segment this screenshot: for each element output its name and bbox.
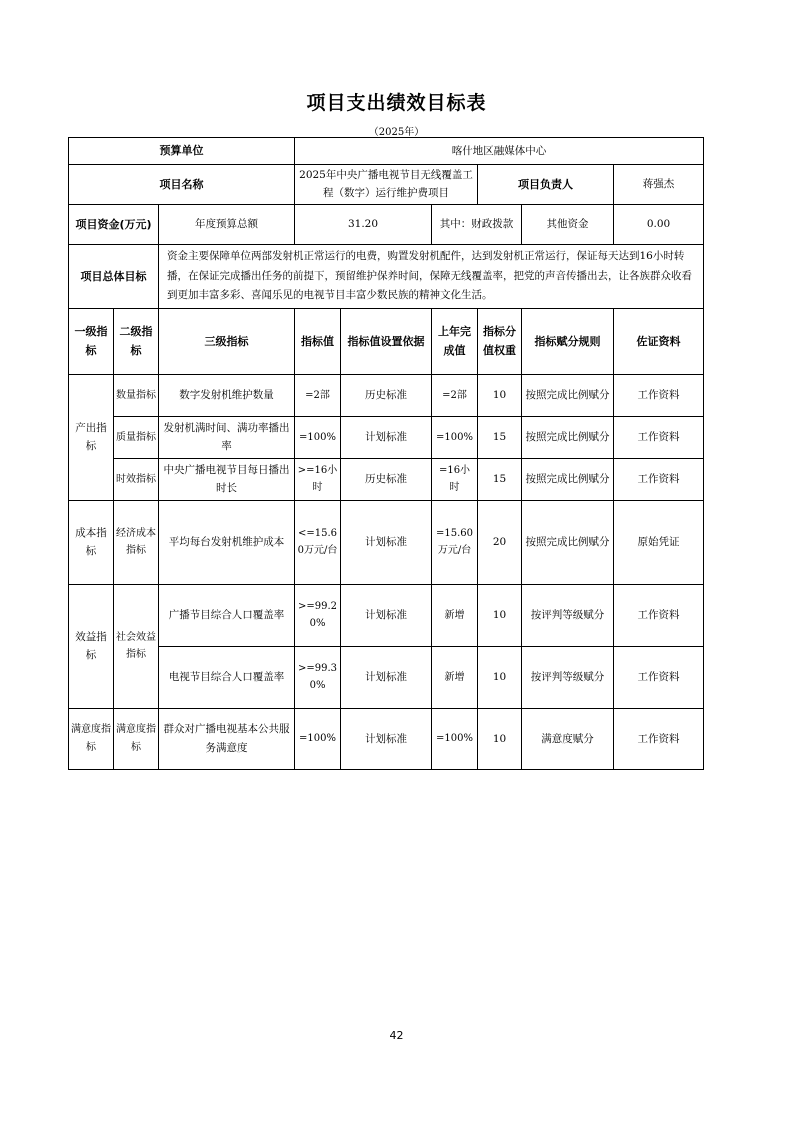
project-lead-label: 项目负责人 bbox=[478, 165, 614, 205]
level2-econ-cost: 经济成本指标 bbox=[114, 500, 159, 584]
row-value: <=15.60万元/台 bbox=[295, 500, 341, 584]
row-rule: 按评判等级赋分 bbox=[522, 646, 614, 708]
level2-social-benefit: 社会效益指标 bbox=[114, 584, 159, 708]
row-evidence: 工作资料 bbox=[614, 374, 704, 416]
table-row bbox=[69, 584, 704, 646]
annual-budget-value: 31.20 bbox=[295, 204, 432, 244]
row-value: >=99.30% bbox=[295, 646, 341, 708]
row-last-year: 新增 bbox=[432, 646, 478, 708]
row-evidence: 工作资料 bbox=[614, 708, 704, 769]
row-weight: 15 bbox=[478, 458, 522, 500]
row-last-year: =100% bbox=[432, 416, 478, 458]
row-weight: 10 bbox=[478, 646, 522, 708]
table-row bbox=[69, 708, 704, 769]
row-last-year: =2部 bbox=[432, 374, 478, 416]
col-level3: 三级指标 bbox=[159, 308, 295, 374]
row-evidence: 工作资料 bbox=[614, 646, 704, 708]
budget-unit-value: 喀什地区融媒体中心 bbox=[295, 138, 704, 165]
row-evidence: 工作资料 bbox=[614, 584, 704, 646]
row-rule: 按照完成比例赋分 bbox=[522, 458, 614, 500]
col-evidence: 佐证资料 bbox=[614, 308, 704, 374]
other-label: 其他资金 bbox=[522, 204, 614, 244]
level1-satisfaction: 满意度指标 bbox=[69, 708, 114, 769]
row-last-year: =15.60万元/台 bbox=[432, 500, 478, 584]
level2-quality: 质量指标 bbox=[114, 416, 159, 458]
col-value: 指标值 bbox=[295, 308, 341, 374]
page-number: 42 bbox=[389, 1029, 404, 1042]
row-level3: 数字发射机维护数量 bbox=[159, 374, 295, 416]
table-row bbox=[69, 458, 704, 500]
row-weight: 10 bbox=[478, 584, 522, 646]
row-rule: 满意度赋分 bbox=[522, 708, 614, 769]
year-label: （2025年） bbox=[368, 127, 425, 138]
level2-satisfaction: 满意度指标 bbox=[114, 708, 159, 769]
budget-unit-label: 预算单位 bbox=[69, 138, 295, 165]
project-lead-value: 蒋强杰 bbox=[614, 165, 704, 205]
col-rule: 指标赋分规则 bbox=[522, 308, 614, 374]
col-level1: 一级指标 bbox=[69, 308, 114, 374]
row-evidence: 工作资料 bbox=[614, 416, 704, 458]
row-basis: 历史标准 bbox=[341, 458, 432, 500]
row-basis: 计划标准 bbox=[341, 416, 432, 458]
funds-label: 项目资金(万元) bbox=[69, 204, 159, 244]
performance-table bbox=[68, 137, 704, 770]
row-evidence: 工作资料 bbox=[614, 458, 704, 500]
row-value: =2部 bbox=[295, 374, 341, 416]
col-level2: 二级指标 bbox=[114, 308, 159, 374]
row-last-year: 新增 bbox=[432, 584, 478, 646]
row-weight: 10 bbox=[478, 708, 522, 769]
other-value: 0.00 bbox=[614, 204, 704, 244]
col-last-year: 上年完成值 bbox=[432, 308, 478, 374]
row-last-year: =100% bbox=[432, 708, 478, 769]
level2-quantity: 数量指标 bbox=[114, 374, 159, 416]
col-weight: 指标分值权重 bbox=[478, 308, 522, 374]
row-value: =100% bbox=[295, 416, 341, 458]
row-value: >=99.20% bbox=[295, 584, 341, 646]
table-row bbox=[69, 416, 704, 458]
row-value: =100% bbox=[295, 708, 341, 769]
annual-budget-label: 年度预算总额 bbox=[159, 204, 295, 244]
table-row bbox=[69, 374, 704, 416]
row-level3: 发射机满时间、满功率播出率 bbox=[159, 416, 295, 458]
row-rule: 按照完成比例赋分 bbox=[522, 416, 614, 458]
row-weight: 15 bbox=[478, 416, 522, 458]
row-evidence: 原始凭证 bbox=[614, 500, 704, 584]
goal-label: 项目总体目标 bbox=[69, 244, 159, 308]
row-weight: 10 bbox=[478, 374, 522, 416]
row-level3: 电视节目综合人口覆盖率 bbox=[159, 646, 295, 708]
row-rule: 按照完成比例赋分 bbox=[522, 374, 614, 416]
row-last-year: =16小时 bbox=[432, 458, 478, 500]
row-basis: 计划标准 bbox=[341, 584, 432, 646]
project-name-value: 2025年中央广播电视节目无线覆盖工程（数字）运行维护费项目 bbox=[295, 165, 478, 205]
row-weight: 20 bbox=[478, 500, 522, 584]
row-basis: 计划标准 bbox=[341, 500, 432, 584]
goal-text: 资金主要保障单位两部发射机正常运行的电费，购置发射机配件，达到发射机正常运行，保证每天达到16小时转播，在保证完成播出任务的前提下，预留维护保养时间，保障无线覆盖率，把党的声音传播出去，让各族群众收看到更加丰富多彩、喜闻乐见的电视节目丰富少数民族的精神文化生活。 bbox=[159, 244, 704, 308]
fiscal-label: 其中：财政拨款 bbox=[432, 204, 522, 244]
row-level3: 群众对广播电视基本公共服务满意度 bbox=[159, 708, 295, 769]
col-basis: 指标值设置依据 bbox=[341, 308, 432, 374]
level2-timeliness: 时效指标 bbox=[114, 458, 159, 500]
row-value: >=16小时 bbox=[295, 458, 341, 500]
row-level3: 中央广播电视节目每日播出时长 bbox=[159, 458, 295, 500]
level1-benefit: 效益指标 bbox=[69, 584, 114, 708]
row-level3: 平均每台发射机维护成本 bbox=[159, 500, 295, 584]
row-basis: 历史标准 bbox=[341, 374, 432, 416]
table-row bbox=[69, 646, 704, 708]
row-rule: 按照完成比例赋分 bbox=[522, 500, 614, 584]
row-basis: 计划标准 bbox=[341, 708, 432, 769]
page-title: 项目支出绩效目标表 bbox=[306, 92, 487, 114]
level1-output: 产出指标 bbox=[69, 374, 114, 500]
row-level3: 广播节目综合人口覆盖率 bbox=[159, 584, 295, 646]
project-name-label: 项目名称 bbox=[69, 165, 295, 205]
row-rule: 按评判等级赋分 bbox=[522, 584, 614, 646]
row-basis: 计划标准 bbox=[341, 646, 432, 708]
table-row bbox=[69, 500, 704, 584]
level1-cost: 成本指标 bbox=[69, 500, 114, 584]
